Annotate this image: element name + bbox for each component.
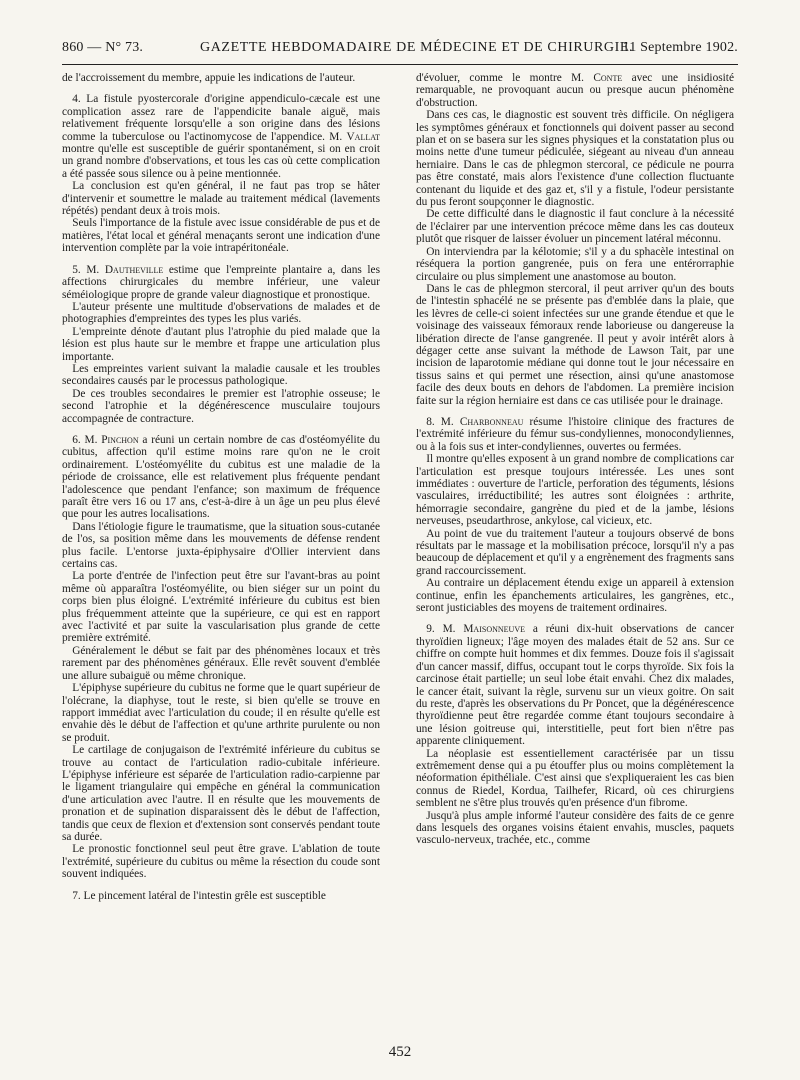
- paragraph: De ces troubles secondaires le premier est l'atrophie osseuse; le second l'atrophie et la dégénérescence musculaire toujours accompagnée de contracture.: [62, 387, 380, 425]
- running-header: [62, 40, 738, 62]
- paragraph: Jusqu'à plus ample informé l'auteur considère des faits de ce genre dans lesquels des organes voisins étaient envahis, muscles, paquets vasculo-nerveux, trachée, etc., comme: [416, 809, 734, 847]
- paragraph: De cette difficulté dans le diagnostic il faut conclure à la nécessité de l'éclairer par une intervention précoce même dans les cas douteux plutôt que risquer de laisser évoluer un pincement latéral méconnu.: [416, 208, 734, 246]
- header-issue: 860 — N° 73.: [62, 40, 144, 55]
- paragraph: 4. La fistule pyostercorale d'origine appendiculo-cæcale est une complication assez rare de l'appendicite banale aiguë, mais relativement fréquente lorsqu'elle a son origine dans des lésions comme la tuberculose ou l'actinomycose de l'appendice. M. Vallat montre qu'elle est susceptible de guérir spontanément, si on en croit un grand nombre d'observations, et tous les cas où cette complication a été passée sous silence ou à peine mentionnée.: [62, 93, 380, 180]
- paragraph: La néoplasie est essentiellement caractérisée par un tissu extrêmement dense qui a pu étouffer plus ou moins complètement la néoformation épithéliale. C'est ainsi que s'expliqueraient les cas bien connus de Riedel, Kordua, Tailhefer, Ricard, où ces chirurgiens semblent ne s'être plus trouvés qu'en présence d'un fibrome.: [416, 747, 734, 810]
- paragraph: Dans le cas de phlegmon stercoral, il peut arriver qu'un des bouts de l'intestin sphacélé ne se présente pas d'emblée dans la plaie, que les lèvres de celle-ci soient infectées sur une grande étendue et que le voisinage des vaisseaux fémoraux rende laborieuse ou dangereuse la libération directe de l'anse gangrenée. Il peut y avoir intérêt alors à dégager cette anse suivant la méthode de Lawson Tait, par une incision de laparotomie médiane qui donne tout le jour nécessaire en tissus sains et qui permet une résection, ainsi qu'une anastomose facile des deux bouts en dehors de l'abdomen. La première incision faite sur la région herniaire est dans ce cas utilisée pour le drainage.: [416, 282, 734, 407]
- paragraph: Dans l'étiologie figure le traumatisme, que la situation sous-cutanée de l'os, sa position même dans les mouvements de défense rendent plus facile. L'entorse juxta-épiphysaire d'Ollier intervient dans certains cas.: [62, 520, 380, 571]
- paragraph: Généralement le début se fait par des phénomènes locaux et très rarement par des phénomènes généraux. Elle revêt souvent d'emblée une allure subaiguë ou même chronique.: [62, 644, 380, 682]
- header-date: 11 Septembre 1902.: [622, 40, 738, 55]
- paragraph: On interviendra par la kélotomie; s'il y a du sphacèle intestinal on réséquera la portion gangrenée, puis on fera une entérorraphie circulaire ou plus simplement une anastomose au bouton.: [416, 245, 734, 283]
- paragraph: de l'accroissement du membre, appuie les indications de l'auteur.: [62, 72, 356, 84]
- paragraph: Dans ces cas, le diagnostic est souvent très difficile. On négligera les symptômes généraux et fonctionnels qui doivent passer au second plan et on se basera sur les signes physiques et la constatation plus ou moins nette d'une tumeur pédiculée, siégeant au niveau d'un anneau herniaire. Dans le cas de phlegmon stercoral, ce pédicule ne pourra pas être constaté, mais alors l'existence d'une collection fluctuante contenant du liquide et des gaz et, s'il y a fistule, l'odeur persistante du pus feront soupçonner le diagnostic.: [416, 109, 734, 209]
- paragraph: Le cartilage de conjugaison de l'extrémité inférieure du cubitus se trouve au contact de l'articulation radio-cubitale inférieure. L'épiphyse inférieure est séparée de l'articulation radio-carpienne par le ligament triangulaire qui empêche en général la communication d'une articulation avec l'autre. Il en résulte que les mouvements de pronation et de supination disparaissent dès le début de l'affection, tandis que ceux de flexion et d'extension sont conservés pendant toute sa durée.: [62, 744, 380, 843]
- paragraph: Le pronostic fonctionnel seul peut être grave. L'ablation de toute l'extrémité, supérieure du cubitus ou même la résection du coude sont souvent indiquées.: [62, 843, 380, 881]
- paragraph: La conclusion est qu'en général, il ne faut pas trop se hâter d'intervenir et soumettre le malade au traitement médical (lavements répétés) pendant deux à trois mois.: [62, 180, 380, 218]
- page-number: 452: [388, 1044, 412, 1060]
- paragraph: d'évoluer, comme le montre M. Conte avec une insidiosité remarquable, ne provoquant aucun ou presque aucun phénomène d'obstruction.: [416, 72, 734, 109]
- paragraph: Au point de vue du traitement l'auteur a toujours observé de bons résultats par le massage et la mobilisation précoce, lorsqu'il n'y a pas beaucoup de déplacement et qu'il y a engrènement des fragments sans grand raccourcissement.: [416, 527, 734, 577]
- paragraph: Les empreintes varient suivant la maladie causale et les troubles secondaires causés par le processus pathologique.: [62, 362, 380, 388]
- paragraph: Il montre qu'elles exposent à un grand nombre de complications car l'articulation est presque toujours intéressée. Les unes sont immédiates : ouverture de l'article, perforation des téguments, lésions vasculaires, irréductibilité; les autres sont éloignées : arthrite, hémorragie secondaire, gangrène du pied et de la jambe, lésions nerveuses, pseudarthrose, ankylose, cal vicieux, etc.: [416, 453, 734, 528]
- paragraph: La porte d'entrée de l'infection peut être sur l'avant-bras au point même où apparaîtra l'ostéomyélite, ou bien siéger sur un point du corps bien plus éloigné. L'extrémité inférieure du cubitus est bien plus fréquemment atteinte que la supérieure, ce qui est en rapport avec l'activité et par suite la vascularisation plus grande de cette première extrémité.: [62, 570, 380, 645]
- paragraph: Au contraire un déplacement étendu exige un appareil à extension continue, enfin les épanchements articulaires, les gangrènes, etc., seront justiciables des moyens de traitement ordinaires.: [416, 577, 734, 615]
- header-rule: [62, 64, 738, 65]
- paragraph: 6. M. Pinchon a réuni un certain nombre de cas d'ostéomyélite du cubitus, affection qu'il estime moins rare qu'on ne le croit ordinairement. L'ostéomyélite du cubitus est une maladie de la période de croissance, elle est relativement plus fréquente pendant l'adolescence que pendant l'enfance; son maximum de fréquence paraît être vers 16 ou 17 ans, c'est-à-dire à un âge un peu plus élevé que pour les autres localisations.: [62, 433, 380, 521]
- paragraph: L'empreinte dénote d'autant plus l'atrophie du pied malade que la lésion est plus haute sur le membre et frappe une articulation plus importante.: [62, 325, 380, 363]
- left-column: [62, 72, 380, 902]
- paragraph: 7. Le pincement latéral de l'intestin grêle est susceptible: [72, 889, 326, 902]
- paragraph: L'auteur présente une multitude d'observations de malades et de photographies d'empreintes des types les plus variés.: [62, 300, 380, 326]
- paragraph: 9. M. Maisonneuve a réuni dix-huit observations de cancer thyroïdien ligneux; l'âge moyen des malades était de 52 ans. Sur ce chiffre on compte huit hommes et dix femmes. Douze fois il s'agissait d'un cancer massif, diffus, occupant tout le corps thyroïde. Six fois la carcinose était partielle; un seul lobe était envahi. Chez dix malades, le cancer était, suivant la règle, survenu sur un vieux goitre. On sait du reste, d'après les observations du Pr Poncet, que la dégénérescence thyroïdienne peut être regardée comme étant toujours secondaire à une lésion goitreuse qui, interstitielle, peut fort bien n'être pas apparente cliniquement.: [416, 623, 734, 748]
- header-journal-title: GAZETTE HEBDOMADAIRE DE MÉDECINE ET DE CHIRURGIE.: [200, 40, 634, 55]
- paragraph: L'épiphyse supérieure du cubitus ne forme que le quart supérieur de l'olécrane, la diaphyse, tout le reste, si bien qu'elle se trouve en rapport immédiat avec l'articulation du coude; il en résulte qu'elle est envahie dès le début de l'affection et qu'une arthrite purulente ou non se produit.: [62, 682, 380, 744]
- paragraph: 8. M. Charbonneau résume l'histoire clinique des fractures de l'extrémité inférieure du fémur sus-condyliennes, monocondyliennes, ou à la fois sus et inter-condyliennes, ouvertes ou fermées.: [416, 415, 734, 453]
- paragraph: Seuls l'importance de la fistule avec issue considérable de pus et de matières, l'état local et général menaçants seront une indication d'une intervention complète par la voie intrapéritonéale.: [62, 217, 380, 255]
- right-column: [416, 72, 734, 847]
- paragraph: 5. M. Dautheville estime que l'empreinte plantaire a, dans les affections chirurgicales du membre inférieur, une valeur séméiologique propre de grande valeur diagnostique et pronostique.: [62, 263, 380, 301]
